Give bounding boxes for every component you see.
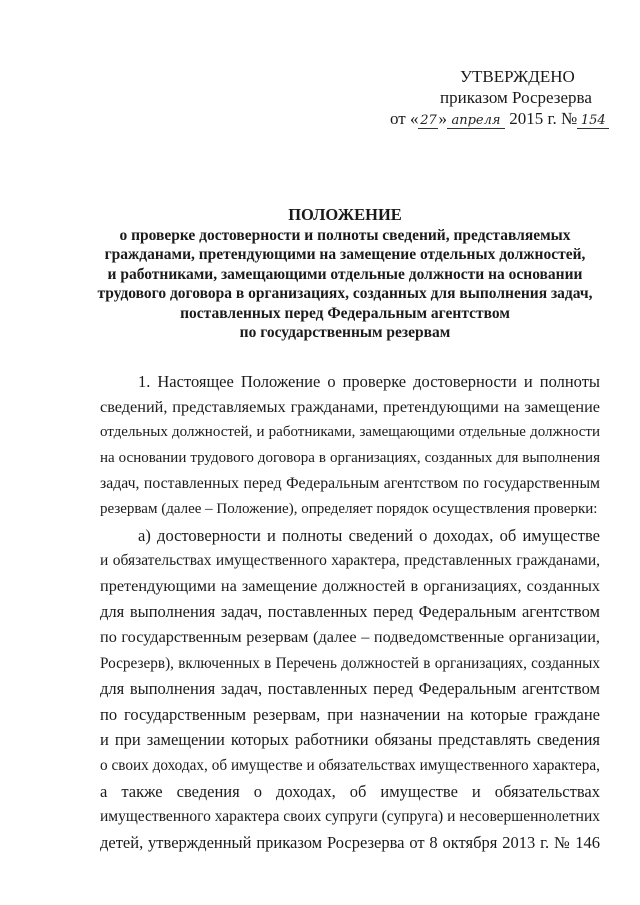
approval-stamp xyxy=(390,66,610,129)
body-line: по государственным резервам, при назначении на которые граждане xyxy=(100,704,600,724)
body-line: и обязательствах имущественного характера, представленных гражданами, xyxy=(100,552,600,570)
title-line: о проверке достоверности и полноты сведений, представляемых xyxy=(119,226,571,244)
body-line: для выполнения задач, поставленных перед Федеральным агентством xyxy=(100,679,600,699)
title-line: по государственным резервам xyxy=(239,324,451,341)
document-body xyxy=(100,369,600,855)
date-prefix: от « xyxy=(390,109,419,128)
title-line: поставленных перед Федеральным агентством xyxy=(180,304,510,322)
approval-order: приказом Росрезерва xyxy=(440,88,592,107)
body-line: Росрезерв), включенных в Перечень должностей в организациях, созданных xyxy=(100,654,600,672)
title-line: гражданами, претендующими на замещение отдельных должностей, xyxy=(104,246,586,263)
title-line: и работниками, замещающими отдельные должности на основании xyxy=(107,265,583,283)
handwritten-order-number: 154 xyxy=(577,113,609,129)
approval-title: УТВЕРЖДЕНО xyxy=(460,67,575,86)
title-line: трудового договора в организациях, созданных для выполнения задач, xyxy=(97,285,593,302)
date-year: 2015 г. № xyxy=(509,109,578,128)
body-line: по государственным резервам (далее – подведомственные организации, xyxy=(100,627,600,646)
title-heading: ПОЛОЖЕНИЕ xyxy=(288,205,402,224)
body-line: детей, утвержденный приказом Росрезерва от 8 октября 2013 г. № 146 xyxy=(100,832,600,852)
document-title xyxy=(80,205,610,343)
handwritten-month: апреля xyxy=(447,113,505,129)
body-line: и при замещении которых работники обязаны представлять сведения xyxy=(100,730,600,750)
body-line: резервам (далее – Положение), определяет порядок осуществления проверки: xyxy=(100,500,598,517)
body-line: отдельных должностей, и работниками, замещающими отдельные должности xyxy=(100,424,600,441)
body-line: сведений, представляемых гражданами, претендующими на замещение xyxy=(100,397,600,416)
body-line: для выполнения задач, поставленных перед Федеральным агентством xyxy=(100,602,600,622)
date-quote-close: » xyxy=(438,109,447,128)
body-line: имущественного характера своих супруги (супруга) и несовершеннолетних xyxy=(100,808,600,826)
body-line: 1. Настоящее Положение о проверке достоверности и полноты xyxy=(138,372,600,391)
body-line: а также сведения о доходах, об имуществе и обязательствах xyxy=(100,781,600,801)
body-line: задач, поставленных перед Федеральным агентством по государственным xyxy=(100,475,600,493)
body-line: претендующими на замещение должностей в организациях, созданных xyxy=(100,576,600,595)
approval-date xyxy=(390,108,610,129)
handwritten-day: 27 xyxy=(420,113,437,128)
body-line: на основании трудового договора в организациях, созданных для выполнения xyxy=(100,449,600,466)
body-line: а) достоверности и полноты сведений о доходах, об имуществе xyxy=(138,525,600,545)
body-line: о своих доходах, об имуществе и обязательствах имущественного характера, xyxy=(100,756,600,774)
